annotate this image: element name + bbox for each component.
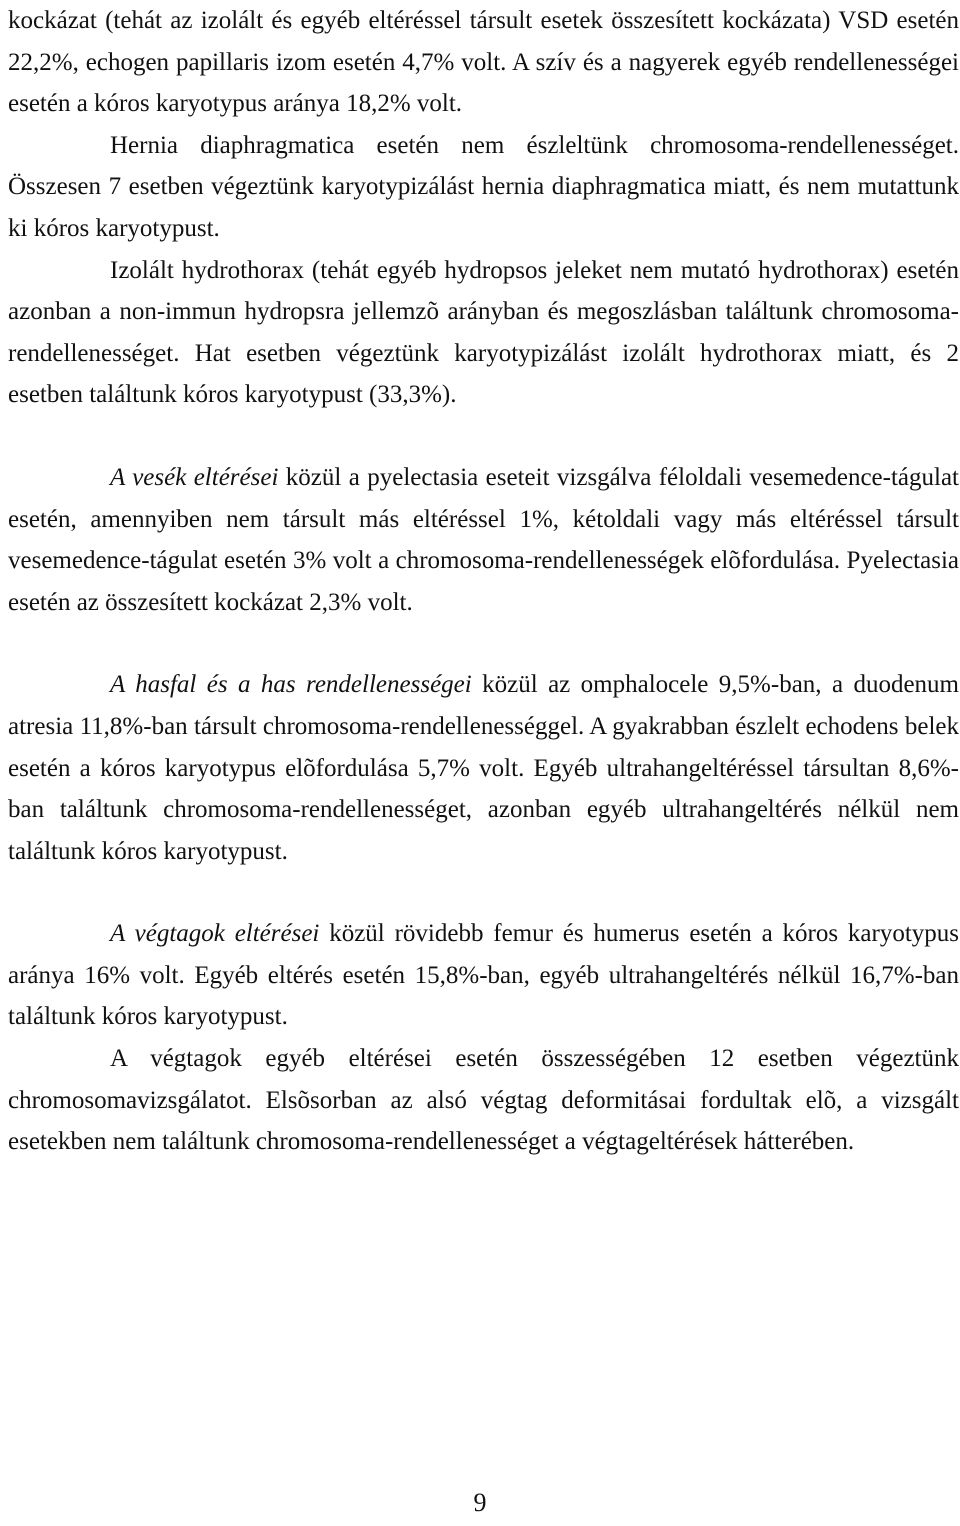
- paragraph-text: közül rövidebb femur és humerus esetén a kóros karyotypus aránya 16% volt. Egyéb eltérés esetén 15,8%-ban, egyéb ultrahangeltérés nélkül 16,7%-ban találtunk kóros karyotypust.: [8, 920, 960, 1031]
- page-number: 9: [473, 1488, 487, 1517]
- paragraph-text: Izolált hydrothorax (tehát egyéb hydropsos jeleket nem mutató hydrothorax) esetén azonban a non-immun hydropsra jellemzõ arányban és megoszlásban találtunk chromosoma-rendellenességet. Hat esetben végeztünk karyotypizálást izolált hydrothorax miatt, és 2 esetben találtunk kóros karyotypust (33,3%).: [8, 256, 959, 409]
- paragraph-text: közül a pyelectasia eseteit vizsgálva féloldali vesemedence-tágulat esetén, amennyiben nem társult más eltéréssel 1%, kétoldali vagy más eltéréssel társult vesemedence-tágulat esetén 3% volt a chromosoma-rendellenességek elõfordulása. Pyelectasia esetén az összesített kockázat 2,3% volt.: [8, 463, 959, 616]
- section-lead-italic: A végtagok eltérései: [110, 920, 320, 948]
- section-lead-italic: A vesék eltérései: [110, 463, 279, 491]
- paragraph-hernia-diaphragmatica: [8, 125, 959, 250]
- paragraph-hydrothorax: [8, 250, 959, 416]
- paragraph-limb-other: [8, 1038, 959, 1163]
- paragraph-abdominal-wall: [8, 664, 959, 872]
- paragraph-cardiac-risk: [8, 0, 959, 125]
- paragraph-text: A végtagok egyéb eltérései esetén összességében 12 esetben végeztünk chromosomavizsgálatot. Elsõsorban az alsó végtag deformitásai fordultak elõ, a vizsgált esetekben nem találtunk chromosoma-rendellenességet a végtageltérések hátterében.: [8, 1045, 959, 1156]
- paragraph-kidney-anomalies: [8, 457, 959, 623]
- section-lead-italic: A hasfal és a has rendellenességei: [110, 671, 472, 699]
- paragraph-limb-anomalies: [8, 913, 959, 1038]
- paragraph-text: Hernia diaphragmatica esetén nem észleltünk chromosoma-rendellenességet. Összesen 7 esetben végeztünk karyotypizálást hernia diaphragmatica miatt, és nem mutattunk ki kóros karyotypust.: [8, 131, 959, 242]
- document-body: [8, 0, 959, 1163]
- paragraph-text: kockázat (tehát az izolált és egyéb eltéréssel társult esetek összesített kockázata) VSD esetén 22,2%, echogen papillaris izom esetén 4,7% volt. A szív és a nagyerek egyéb rendellenességei esetén a kóros karyotypus aránya 18,2% volt.: [8, 7, 959, 118]
- paragraph-text: közül az omphalocele 9,5%-ban, a duodenum atresia 11,8%-ban társult chromosoma-rendellenességgel. A gyakrabban észlelt echodens belek esetén a kóros karyotypus elõfordulása 5,7% volt. Egyéb ultrahangeltéréssel társultan 8,6%-ban találtunk chromosoma-rendellenességet, azonban egyéb ultrahangeltérés nélkül nem találtunk kóros karyotypust.: [8, 671, 960, 865]
